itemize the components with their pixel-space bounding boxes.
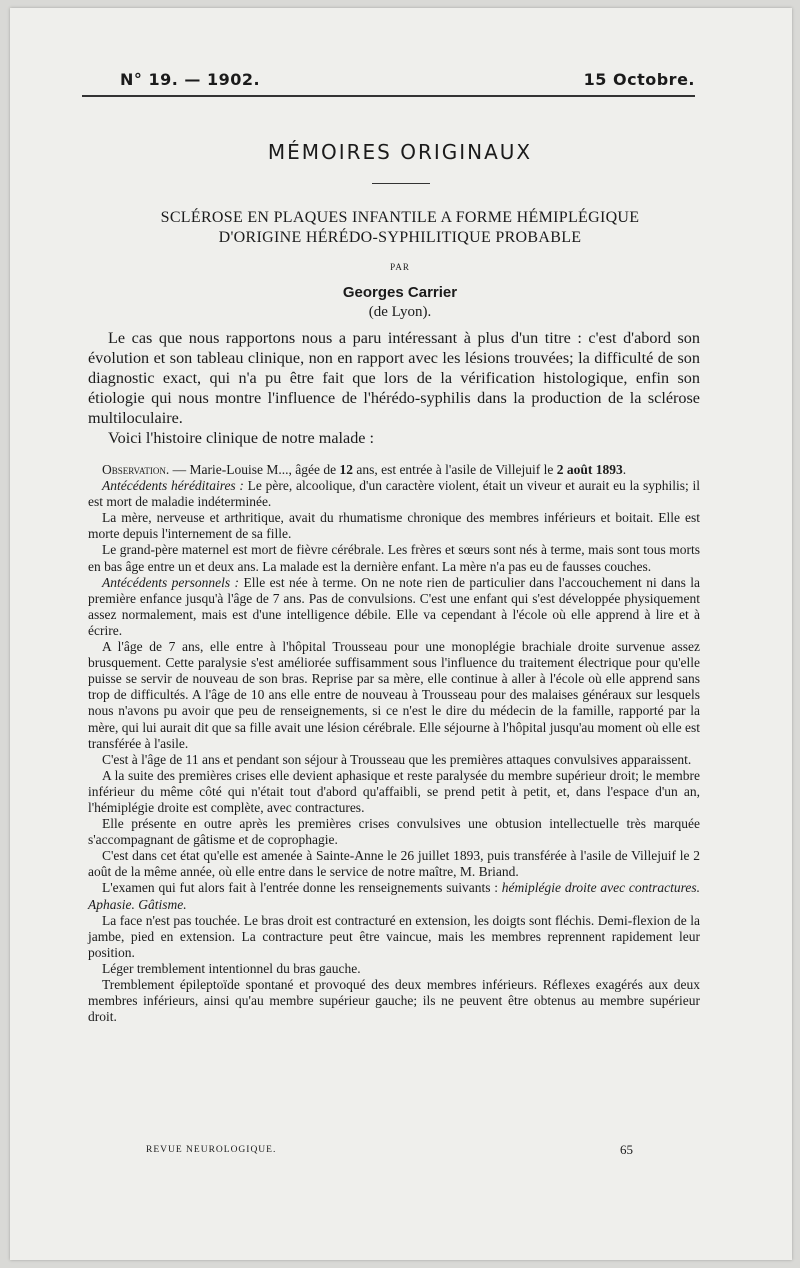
paragraph-text: Elle présente en outre après les premières crises convulsives une obtusion intellectuelle très marquée s'accompagnant de gâtisme et de coprophagie. [88,816,700,848]
observation-paragraph [88,542,700,574]
patient-age: 12 [339,462,353,477]
observation-text: — Marie-Louise M..., âgée de 12 ans, est entrée à l'asile de Villejuif le 2 août 1893. [169,462,627,477]
observation-paragraph [88,961,700,977]
paragraph-text: Tremblement épileptoïde spontané et provoqué des deux membres inférieurs. Réflexes exagérés aux deux membres inférieurs, ainsi qu'au membre supérieur gauche; ils ne peuvent être obtenus au membre supérieur droit. [88,977,700,1025]
observation-paragraph [88,462,700,478]
issue-number: N° 19. — 1902. [120,70,261,89]
paragraph-text: L'examen qui fut alors fait à l'entrée donne les renseignements suivants : [102,880,502,896]
observation-paragraph [88,752,700,768]
observation-paragraph [88,768,700,816]
observation-paragraph [88,913,700,961]
observation-paragraph [88,478,700,510]
section-title: MÉMOIRES ORIGINAUX [267,140,533,164]
paragraph-list [88,478,700,1025]
observation-label: Observation. [102,462,170,477]
paragraph-text: A la suite des premières crises elle devient aphasique et reste paralysée du membre supérieur droit; le membre inférieur du même côté qui n'était tout d'abord qu'affaibli, se prend petit à petit, et, dans l'espace d'un an, l'hémiplégie droite est complète, avec contractures. [88,767,700,815]
page-number: 65 [620,1142,633,1157]
observation-paragraph [88,880,700,912]
paragraph-tail: hémiplégie droite avec contractures. Aphasie. Gâtisme. [88,880,700,912]
intro-text [88,328,700,448]
author-affiliation: (de Lyon). [368,304,432,320]
admission-date: 2 août 1893 [556,462,623,477]
observation-paragraph [88,510,700,542]
intro-paragraph: Le cas que nous rapportons nous a paru intéressant à plus d'un titre : c'est d'abord son évolution et son tableau clinique, non en rapport avec les lésions trouvées; la difficulté de son diagnostic exact, qui n'a pu être fait que lors de la vérification histologique, enfin son étiologie qui nous montre l'influence de l'hérédo-syphilis dans la production de la sclérose multiloculaire. [88,329,700,427]
paragraph-text: La face n'est pas touchée. Le bras droit est contracturé en extension, les doigts sont fléchis. Demi-flexion de la jambe, pied en extension. La contracture peut être vaincue, mais les membres reprennent rapidement leur position. [88,912,700,960]
byline-par: PAR [390,262,410,272]
observation-paragraph [88,639,700,752]
paragraph-text: Le grand-père maternel est mort de fièvre cérébrale. Les frères et sœurs sont nés à terme, mais sont tous morts en bas âge entre un et deux ans. La malade est la dernière enfant. La mère n'a pas eu de fausses couches. [88,542,700,574]
observation-paragraph [88,816,700,848]
paragraph-text: Elle est née à terme. On ne note rien de particulier dans l'accouchement ni dans la première enfance jusqu'à l'âge de 7 ans. Pas de convulsions. C'est une enfant qui s'est développée physiquement assez normalement, mais est d'une intelligence débile. Elle va cependant à l'école où elle apprend à lire et à écrire. [88,574,701,638]
issue-date: 15 Octobre. [583,70,695,89]
page-header [80,70,695,89]
intro-paragraph: Voici l'histoire clinique de notre malade : [108,429,375,447]
author-name: Georges Carrier [342,284,458,301]
observation-paragraph [88,575,700,639]
paragraph-text: C'est à l'âge de 11 ans et pendant son séjour à Trousseau que les premières attaques convulsives apparaissent. [102,751,692,767]
paragraph-text: La mère, nerveuse et arthritique, avait du rhumatisme chronique des membres inférieurs et boitait. Elle est morte depuis l'internement de sa fille. [88,510,700,542]
title-divider [372,183,430,184]
paragraph-lead: Antécédents héréditaires : [102,478,244,494]
paragraph-text: C'est dans cet état qu'elle est amenée à Sainte-Anne le 26 juillet 1893, puis transférée à l'asile de Villejuif le 2 août de la même année, où elle entre dans le service de notre maître, M. Briand. [88,848,700,880]
journal-name: REVUE NEUROLOGIQUE. [146,1145,277,1155]
paragraph-text: A l'âge de 7 ans, elle entre à l'hôpital Trousseau pour une monoplégie brachiale droite survenue assez brusquement. Cette paralysie s'est améliorée suffisamment sous l'influence du traitement électrique pour qu'elle puisse se servir de nouveau de son bras. Reprise par sa mère, elle continue à aller à l'école où elle apprend sans trop de difficultés. A l'âge de 10 ans elle entre de nouveau à Trousseau pour des malaises généraux sur lesquels nous n'avons pu avoir que peu de renseignements, si ce n'est le dire du médecin de la famille, rapporté par la mère, qui lui aurait dit que sa fille avait une lésion cérébrale. Elle séjourne à l'hôpital jusqu'au moment où elle est transférée à l'asile. [88,639,700,751]
observation-paragraph [88,848,700,880]
observation-paragraph [88,977,700,1025]
paragraph-text: Le père, alcoolique, d'un caractère violent, était un viveur et aurait eu la syphilis; il est mort de maladie indéterminée. [88,478,701,510]
article-title-line-2: D'ORIGINE HÉRÉDO-SYPHILITIQUE PROBABLE [218,229,582,246]
article-title-line-1: SCLÉROSE EN PLAQUES INFANTILE A FORME HÉMIPLÉGIQUE [160,209,640,226]
paragraph-text: Léger tremblement intentionnel du bras gauche. [102,960,361,976]
header-rule [82,95,695,97]
observation-body [88,462,700,1025]
article-title [80,208,720,248]
paragraph-lead: Antécédents personnels : [102,574,240,590]
